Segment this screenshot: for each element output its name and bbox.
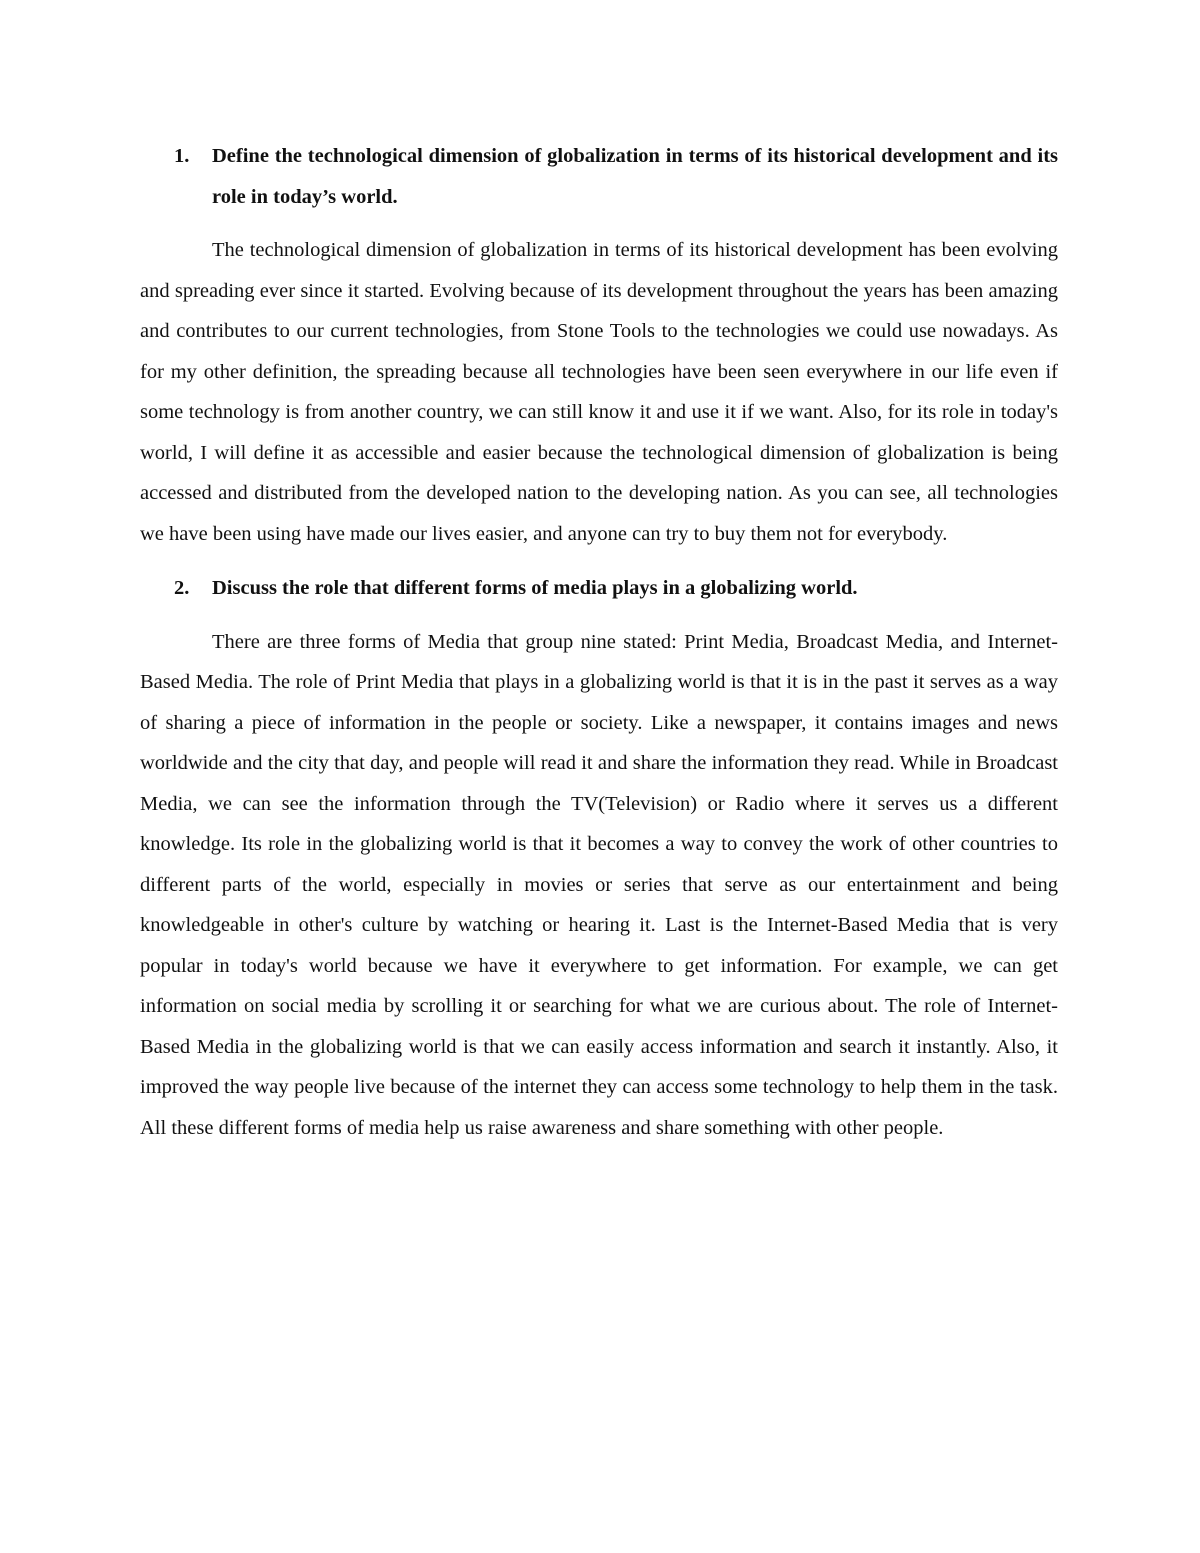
question-text: Discuss the role that different forms of media plays in a globalizing world.: [212, 577, 858, 599]
question-text: Define the technological dimension of globalization in terms of its historical development and its role in today’s world.: [212, 145, 1058, 208]
question-1: [140, 136, 1058, 217]
answer-paragraph-2: There are three forms of Media that group nine stated: Print Media, Broadcast Media, and Internet-Based Media. The role of Print Media that plays in a globalizing world is that it is in the past it serves as a way of sharing a piece of information in the people or society. Like a newspaper, it contains images and news worldwide and the city that day, and people will read it and share the information they read. While in Broadcast Media, we can see the information through the TV(Television) or Radio where it serves us a different knowledge. Its role in the globalizing world is that it becomes a way to convey the work of other countries to different parts of the world, especially in movies or series that serve as our entertainment and being knowledgeable in other's culture by watching or hearing it. Last is the Internet-Based Media that is very popular in today's world because we have it everywhere to get information. For example, we can get information on social media by scrolling it or searching for what we are curious about. The role of Internet-Based Media in the globalizing world is that we can easily access information and search it instantly. Also, it improved the way people live because of the internet they can access some technology to help them in the task. All these different forms of media help us raise awareness and share something with other people.: [140, 630, 1058, 1139]
question-2: [140, 568, 1058, 609]
section-gap: [140, 554, 1058, 568]
question-number: 2.: [174, 577, 190, 599]
answer-paragraph-1: The technological dimension of globalization in terms of its historical development has been evolving and spreading ever since it started. Evolving because of its development throughout the years has been amazing and contributes to our current technologies, from Stone Tools to the technologies we could use nowadays. As for my other definition, the spreading because all technologies have been seen everywhere in our life even if some technology is from another country, we can still know it and use it if we want. Also, for its role in today's world, I will define it as accessible and easier because the technological dimension of globalization is being accessed and distributed from the developed nation to the developing nation. As you can see, all technologies we have been using have made our lives easier, and anyone can try to buy them not for everybody.: [140, 239, 1058, 545]
question-number: 1.: [174, 145, 190, 167]
document-content: [140, 136, 1058, 1148]
